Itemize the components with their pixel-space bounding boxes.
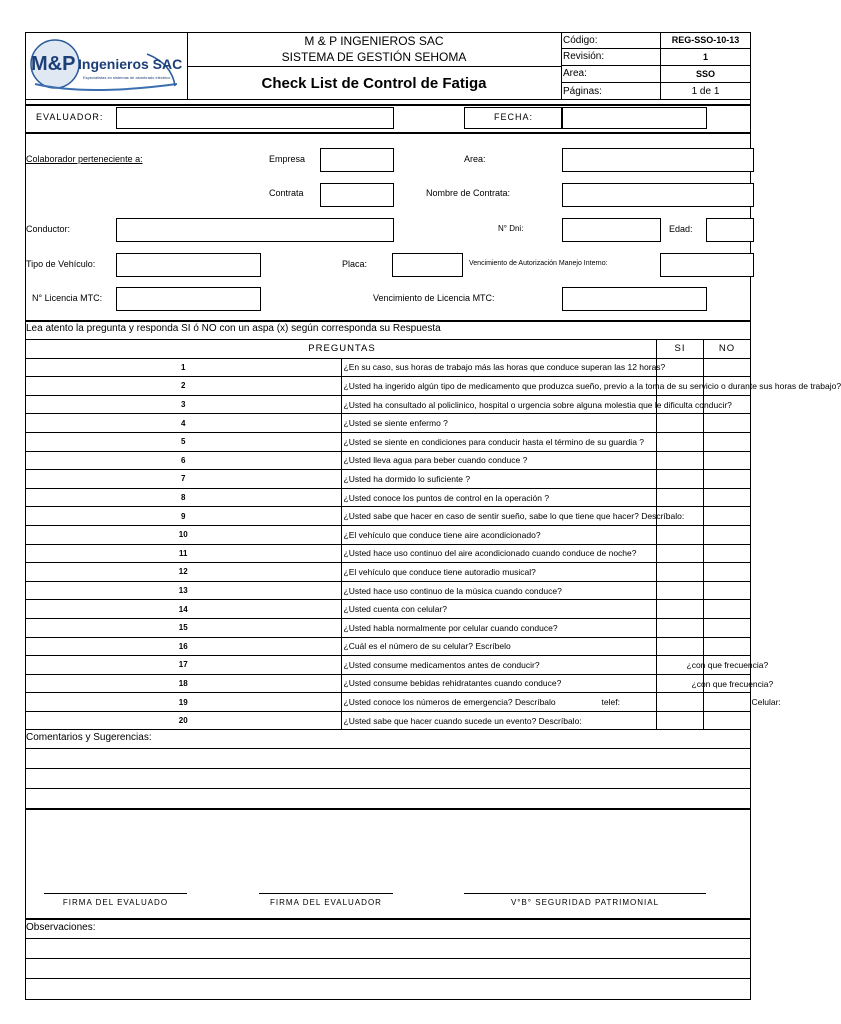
answer-yes-cell[interactable] <box>657 432 704 451</box>
table-header-row <box>26 340 751 359</box>
answer-no-cell[interactable] <box>704 451 751 470</box>
driver-field[interactable] <box>116 218 394 242</box>
question-row <box>26 414 751 433</box>
question-text-cell <box>341 488 657 507</box>
answer-no-cell[interactable] <box>704 693 751 712</box>
revision-label: Revisión: <box>563 51 605 62</box>
company-name: M & P INGENIEROS SAC <box>304 34 444 48</box>
signature-evaluador-label: FIRMA DEL EVALUADOR <box>270 897 382 907</box>
question-text-cell <box>341 563 657 582</box>
question-number: 7 <box>26 470 342 489</box>
question-text-cell <box>341 358 666 377</box>
dni-field[interactable] <box>562 218 661 242</box>
question-number: 17 <box>26 656 342 675</box>
answer-no-cell[interactable] <box>704 581 751 600</box>
question-number: 12 <box>26 563 342 582</box>
divider <box>25 104 751 106</box>
question-text-cell <box>341 432 657 451</box>
question-text-cell <box>341 693 781 712</box>
question-row <box>26 395 751 414</box>
answer-no-cell[interactable] <box>704 544 751 563</box>
question-number: 20 <box>26 711 342 730</box>
question-text-cell <box>341 451 657 470</box>
divider <box>25 808 751 810</box>
plate-label: Placa: <box>342 259 368 269</box>
question-number: 15 <box>26 618 342 637</box>
question-text: ¿En su caso, sus horas de trabajo más las horas que conduce superan las 12 horas? <box>343 362 666 373</box>
question-text: ¿Usted ha consultado al policlinico, hospital o urgencia sobre alguna molestia que le dificulta conducir? <box>343 399 732 410</box>
question-row <box>26 525 751 544</box>
evaluator-label: EVALUADOR: <box>36 112 104 122</box>
question-row <box>26 618 751 637</box>
license-expiry-label: Vencimiento de Licencia MTC: <box>373 293 495 303</box>
answer-no-cell[interactable] <box>704 414 751 433</box>
answer-no-cell[interactable] <box>704 432 751 451</box>
driver-label: Conductor: <box>26 224 71 234</box>
answer-yes-cell[interactable] <box>657 451 704 470</box>
question-number: 6 <box>26 451 342 470</box>
question-row <box>26 563 751 582</box>
answer-yes-cell[interactable] <box>657 600 704 619</box>
age-label: Edad: <box>669 224 693 234</box>
license-expiry-field[interactable] <box>562 287 707 311</box>
question-text-cell <box>341 581 657 600</box>
pages-value: 1 de 1 <box>691 85 720 97</box>
page-title: Check List de Control de Fatiga <box>261 74 487 92</box>
comment-line[interactable] <box>25 748 751 749</box>
question-number: 4 <box>26 414 342 433</box>
observation-line[interactable] <box>25 978 751 979</box>
question-number: 13 <box>26 581 342 600</box>
company-label: Empresa <box>269 154 306 164</box>
question-text: ¿Usted consume bebidas rehidratantes cuando conduce? <box>343 678 562 689</box>
answer-no-cell[interactable] <box>704 711 751 730</box>
question-row <box>26 358 751 377</box>
question-row <box>26 451 751 470</box>
answer-yes-cell[interactable] <box>657 488 704 507</box>
age-field[interactable] <box>706 218 754 242</box>
comment-line[interactable] <box>25 788 751 789</box>
question-text-cell <box>341 470 657 489</box>
question-number: 3 <box>26 395 342 414</box>
divider <box>25 132 751 134</box>
question-text: ¿Usted ha dormido lo suficiente ? <box>343 473 471 484</box>
contractor-field[interactable] <box>320 183 394 207</box>
divider <box>25 320 751 322</box>
questions-header: PREGUNTAS <box>26 340 657 359</box>
question-text: ¿Usted hace uso continuo del aire acondicionado cuando conduce de noche? <box>343 548 637 559</box>
signature-seguridad-label: V°B° SEGURIDAD PATRIMONIAL <box>510 897 660 907</box>
question-row <box>26 544 751 563</box>
answer-yes-cell[interactable] <box>657 470 704 489</box>
question-number: 8 <box>26 488 342 507</box>
code-value: REG-SSO-10-13 <box>671 35 740 45</box>
license-label: N° Licencia MTC: <box>32 293 103 303</box>
question-text: ¿Usted se siente enfermo ? <box>343 418 448 429</box>
observations-label: Observaciones: <box>26 922 96 933</box>
date-field[interactable] <box>562 107 707 129</box>
question-text: ¿El vehículo que conduce tiene autoradio musical? <box>343 566 536 577</box>
observation-line[interactable] <box>25 958 751 959</box>
evaluator-field[interactable] <box>116 107 394 129</box>
question-text-cell <box>341 600 657 619</box>
question-text: ¿Usted consume medicamentos antes de conducir? <box>343 659 540 670</box>
questions-table <box>25 339 841 730</box>
question-text-cell <box>341 656 769 675</box>
dni-label: N° Dni: <box>498 224 524 233</box>
answer-yes-cell[interactable] <box>657 525 704 544</box>
question-text-cell <box>341 544 657 563</box>
management-system: SISTEMA DE GESTIÓN SEHOMA <box>281 50 467 64</box>
answer-yes-cell[interactable] <box>657 414 704 433</box>
answer-yes-cell[interactable] <box>657 637 704 656</box>
question-number: 11 <box>26 544 342 563</box>
divider <box>25 918 751 920</box>
question-row <box>26 711 751 730</box>
question-row <box>26 581 751 600</box>
question-text-cell <box>341 377 841 396</box>
question-row <box>26 470 751 489</box>
plate-field[interactable] <box>392 253 463 277</box>
question-number: 19 <box>26 693 342 712</box>
comment-line[interactable] <box>25 768 751 769</box>
question-number: 5 <box>26 432 342 451</box>
question-row <box>26 488 751 507</box>
question-text: ¿Usted habla normalmente por celular cuando conduce? <box>343 622 558 633</box>
question-text: ¿Usted cuenta con celular? <box>343 604 447 615</box>
question-row <box>26 693 751 712</box>
area-label: Area: <box>563 68 587 79</box>
question-text: ¿Cuál es el número de su celular? Escríbelo <box>343 641 511 652</box>
answer-yes-cell[interactable] <box>657 581 704 600</box>
area-field-label: Area: <box>464 154 486 164</box>
question-row <box>26 656 751 675</box>
question-text: ¿Usted ha ingerido algún tipo de medicamento que produzca sueño, previo a la toma de su servicio o durante sus horas de trabajo? <box>343 380 841 391</box>
yes-header: SI <box>657 340 704 359</box>
question-text: ¿Usted conoce los números de emergencia? Descríbalo <box>343 697 556 708</box>
question-text: ¿El vehículo que conduce tiene aire acondicionado? <box>343 529 541 540</box>
company-field[interactable] <box>320 148 394 172</box>
logo-tagline: Especialistas en sistemas de alumbrado eléctrico <box>83 75 171 80</box>
question-row <box>26 674 751 693</box>
revision-value: 1 <box>702 51 708 62</box>
question-row <box>26 507 751 526</box>
question-row <box>26 637 751 656</box>
question-number: 10 <box>26 525 342 544</box>
contractor-label: Contrata <box>269 188 304 198</box>
answer-yes-cell[interactable] <box>657 618 704 637</box>
logo-name: Ingenieros SAC <box>78 56 183 72</box>
question-extra-text: Celular: <box>751 697 781 708</box>
question-text: ¿Usted lleva agua para beber cuando conduce ? <box>343 455 528 466</box>
instructions: Lea atento la pregunta y responda SI ó NO con un aspa (x) según corresponda su Respuesta <box>26 323 441 334</box>
contractor-name-label: Nombre de Contrata: <box>426 188 511 198</box>
observation-line[interactable] <box>25 938 751 939</box>
answer-no-cell[interactable] <box>704 618 751 637</box>
header-divider <box>561 32 562 100</box>
internal-authorization-field[interactable] <box>660 253 754 277</box>
answer-no-cell[interactable] <box>704 637 751 656</box>
question-text: ¿Usted sabe que hacer cuando sucede un evento? Descríbalo: <box>343 715 582 726</box>
question-text: ¿Usted sabe que hacer en caso de sentir sueño, sabe lo que tiene que hacer? Descríbalo: <box>343 511 685 522</box>
question-number: 2 <box>26 377 342 396</box>
license-field[interactable] <box>116 287 261 311</box>
question-text-cell <box>341 395 732 414</box>
answer-no-cell[interactable] <box>704 563 751 582</box>
question-text: ¿Usted se siente en condiciones para conducir hasta el término de su guardia ? <box>343 436 645 447</box>
question-text: ¿Usted hace uso continuo de la música cuando conduce? <box>343 585 562 596</box>
signature-evaluado-label: FIRMA DEL EVALUADO <box>62 897 169 907</box>
question-text-cell <box>341 507 685 526</box>
code-label: Código: <box>563 34 598 46</box>
internal-authorization-label: Vencimiento de Autorización Manejo Interno: <box>469 260 608 267</box>
question-text-cell <box>341 637 657 656</box>
question-number: 16 <box>26 637 342 656</box>
question-text-cell <box>341 414 657 433</box>
answer-no-cell[interactable] <box>704 507 751 526</box>
question-number: 9 <box>26 507 342 526</box>
logo-mark: M&P <box>31 53 76 75</box>
collaborator-label: Colaborador perteneciente a: <box>26 154 143 164</box>
vehicle-type-field[interactable] <box>116 253 261 277</box>
question-number: 18 <box>26 674 342 693</box>
question-text-cell <box>341 525 657 544</box>
question-number: 14 <box>26 600 342 619</box>
answer-yes-cell[interactable] <box>657 563 704 582</box>
question-row <box>26 432 751 451</box>
question-extra-text: ¿con que frecuencia? <box>686 660 769 671</box>
answer-no-cell[interactable] <box>704 525 751 544</box>
answer-no-cell[interactable] <box>704 470 751 489</box>
pages-label: Páginas: <box>563 85 602 97</box>
question-text-cell <box>341 618 657 637</box>
no-header: NO <box>704 340 751 359</box>
question-text-cell <box>341 711 657 730</box>
answer-yes-cell[interactable] <box>657 693 704 712</box>
signature-line-evaluado[interactable] <box>44 893 187 894</box>
question-number: 1 <box>26 358 342 377</box>
question-row <box>26 377 751 396</box>
answer-no-cell[interactable] <box>704 600 751 619</box>
area-value: SSO <box>695 68 715 79</box>
contractor-name-field[interactable] <box>562 183 754 207</box>
question-extra-text: ¿con que frecuencia? <box>691 678 774 689</box>
question-extra-text: telef: <box>601 697 620 708</box>
comments-label: Comentarios y Sugerencias: <box>26 732 152 743</box>
answer-no-cell[interactable] <box>704 358 751 377</box>
vehicle-type-label: Tipo de Vehículo: <box>26 259 96 269</box>
date-label: FECHA: <box>494 112 534 122</box>
area-field[interactable] <box>562 148 754 172</box>
answer-yes-cell[interactable] <box>657 711 704 730</box>
question-text-cell <box>341 674 774 693</box>
company-logo <box>27 34 185 98</box>
question-row <box>26 600 751 619</box>
answer-yes-cell[interactable] <box>657 544 704 563</box>
signature-line-evaluador[interactable] <box>259 893 393 894</box>
signature-line-seguridad[interactable] <box>464 893 706 894</box>
answer-no-cell[interactable] <box>704 488 751 507</box>
question-text: ¿Usted conoce los puntos de control en la operación ? <box>343 492 550 503</box>
